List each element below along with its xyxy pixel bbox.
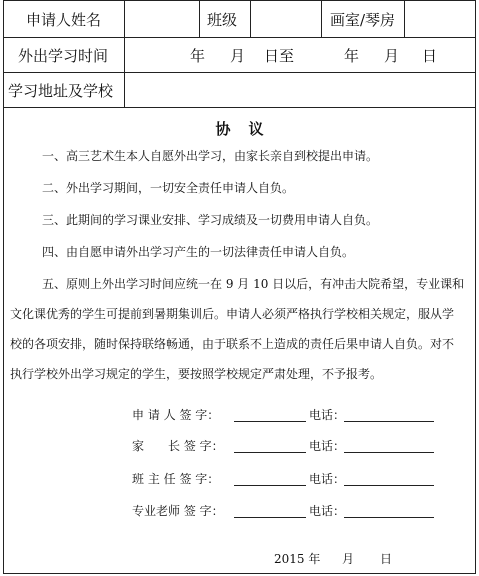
date-day: 日 [380, 552, 393, 566]
applicant-phone-label: 电话： [309, 408, 346, 422]
study-address-field[interactable] [125, 73, 474, 106]
applicant-signature-line[interactable] [234, 421, 306, 422]
clause-5-line: 校的各项安排，随时保持联络畅通，由于联系不上造成的责任后果申请人自负。对不 [10, 337, 455, 351]
column-divider [321, 1, 322, 37]
studio-field[interactable] [405, 1, 474, 36]
row-divider [4, 37, 475, 38]
homeroom-teacher-phone-line[interactable] [344, 485, 434, 486]
class-field[interactable] [251, 1, 320, 36]
column-divider [199, 1, 200, 37]
clause-5 [10, 269, 470, 389]
clause-5-line: 执行学校外出学习规定的学生，要按照学校规定严肃处理，不予报考。 [10, 367, 383, 381]
clause-5-line: 五、原则上外出学习时间应统一在 9 月 10 日以后，有冲击大院希望，专业课和 [42, 277, 465, 291]
clause-1-text: 一、高三艺术生本人自愿外出学习，由家长亲自到校提出申请。 [42, 149, 379, 163]
date-month: 月 [342, 552, 355, 566]
parent-signature-line[interactable] [234, 452, 306, 453]
clause-3 [10, 205, 470, 235]
parent-signature-label: 家 长 签 字： [132, 439, 224, 453]
application-form [3, 0, 476, 574]
major-teacher-signature-line[interactable] [234, 517, 306, 518]
clause-2 [10, 173, 470, 203]
applicant-name-field[interactable] [125, 1, 198, 36]
studio-label: 画室/琴房 [330, 11, 396, 29]
time-day-end: 日 [422, 47, 438, 65]
major-teacher-signature-label: 专业老师 签 字： [132, 504, 224, 518]
time-year-start: 年 [190, 47, 206, 65]
major-teacher-phone-label: 电话： [309, 504, 346, 518]
clause-3-text: 三、此期间的学习课业安排、学习成绩及一切费用申请人自负。 [42, 213, 379, 227]
applicant-phone-line[interactable] [344, 421, 434, 422]
time-month-end: 月 [384, 47, 400, 65]
row-divider [4, 107, 475, 108]
applicant-name-label: 申请人姓名 [26, 11, 102, 29]
class-label: 班级 [207, 11, 238, 29]
homeroom-teacher-signature-label: 班 主 任 签 字： [132, 472, 220, 486]
agreement-title: 协议 [215, 120, 282, 138]
clause-4 [10, 237, 470, 267]
study-address-label: 学习地址及学校 [8, 82, 114, 100]
homeroom-teacher-phone-label: 电话： [309, 472, 346, 486]
parent-phone-line[interactable] [344, 452, 434, 453]
time-month-start: 月 [230, 47, 246, 65]
time-year-end: 年 [344, 47, 360, 65]
homeroom-teacher-signature-line[interactable] [234, 485, 306, 486]
parent-phone-label: 电话： [309, 439, 346, 453]
clause-4-text: 四、由自愿申请外出学习产生的一切法律责任申请人自负。 [42, 245, 355, 259]
study-time-label: 外出学习时间 [18, 47, 109, 65]
time-day-to: 日至 [264, 47, 295, 65]
date-year: 2015 年 [274, 552, 321, 566]
clause-2-text: 二、外出学习期间，一切安全责任申请人自负。 [42, 181, 295, 195]
major-teacher-phone-line[interactable] [344, 517, 434, 518]
clause-5-line: 文化课优秀的学生可提前到暑期集训后。申请人必须严格执行学校相关规定，服从学 [10, 307, 455, 321]
clause-1 [10, 141, 470, 171]
applicant-signature-label: 申 请 人 签 字： [132, 408, 220, 422]
